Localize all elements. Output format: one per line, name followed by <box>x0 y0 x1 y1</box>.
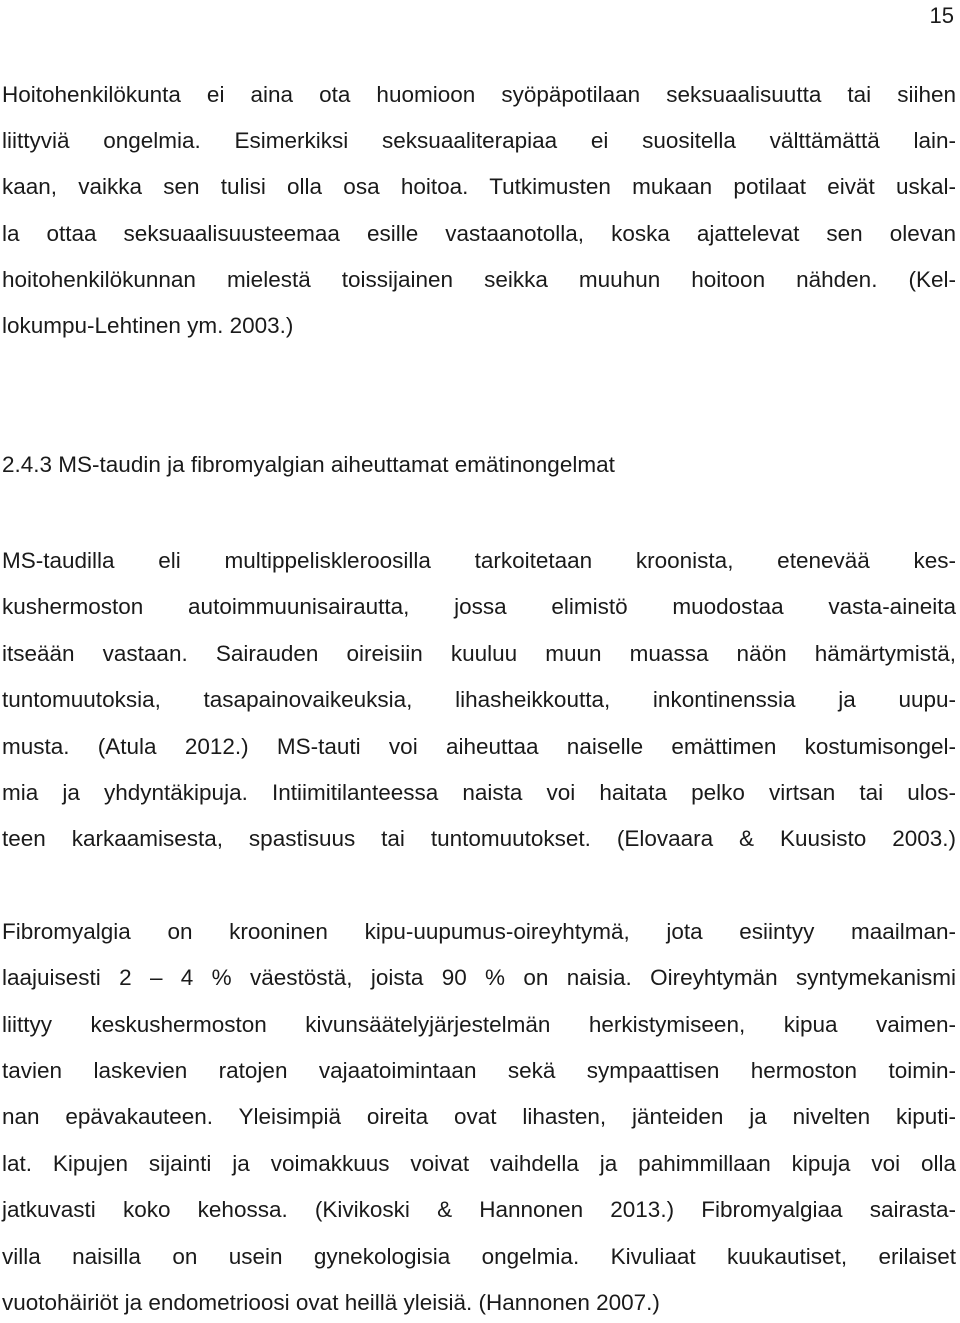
text-line: vuotohäiriöt ja endometrioosi ovat heillä yleisiä. (Hannonen 2007.) <box>2 1290 660 1315</box>
text-line: tavien laskevien ratojen vajaatoimintaan sekä sympaattisen hermoston toimin- <box>2 1058 956 1083</box>
text-line: lokumpu-Lehtinen ym. 2003.) <box>2 313 294 338</box>
text-line: itseään vastaan. Sairauden oireisiin kuuluu muun muassa näön hämärtymistä, <box>2 641 956 666</box>
text-line: villa naisilla on usein gynekologisia ongelmia. Kivuliaat kuukautiset, erilaiset <box>2 1244 956 1269</box>
text-line: Hoitohenkilökunta ei aina ota huomioon syöpäpotilaan seksuaalisuutta tai siihen <box>2 82 956 107</box>
text-line: MS-taudilla eli multippeliskleroosilla tarkoitetaan kroonista, etenevää kes- <box>2 548 956 573</box>
text-line: laajuisesti 2 – 4 % väestöstä, joista 90 % on naisia. Oireyhtymän syntymekanismi <box>2 965 956 990</box>
text-line: lat. Kipujen sijainti ja voimakkuus voivat vaihdella ja pahimmillaan kipuja voi olla <box>2 1151 956 1176</box>
text-line: teen karkaamisesta, spastisuus tai tuntomuutokset. (Elovaara & Kuusisto 2003.) <box>2 826 956 851</box>
text-line: la ottaa seksuaalisuusteemaa esille vastaanotolla, koska ajattelevat sen olevan <box>2 221 956 246</box>
heading-text: 2.4.3 MS-taudin ja fibromyalgian aiheuttamat emätinongelmat <box>2 452 615 477</box>
text-line: musta. (Atula 2012.) MS-tauti voi aiheuttaa naiselle emättimen kostumisongel- <box>2 734 956 759</box>
text-line: tuntomuutoksia, tasapainovaikeuksia, lihasheikkoutta, inkontinenssia ja uupu- <box>2 687 956 712</box>
text-line: kushermoston autoimmuunisairautta, jossa elimistö muodostaa vasta-aineita <box>2 594 956 619</box>
text-line: kaan, vaikka sen tulisi olla osa hoitoa. Tutkimusten mukaan potilaat eivät uskal- <box>2 174 956 199</box>
text-line: nan epävakauteen. Yleisimpiä oireita ovat lihasten, jänteiden ja nivelten kiputi- <box>2 1104 956 1129</box>
page-number: 15 <box>929 3 954 28</box>
text-line: liittyviä ongelmia. Esimerkiksi seksuaaliterapiaa ei suositella välttämättä lain- <box>2 128 956 153</box>
text-line: hoitohenkilökunnan mielestä toissijainen seikka muuhun hoitoon nähden. (Kel- <box>2 267 956 292</box>
text-line: mia ja yhdyntäkipuja. Intiimitilanteessa naista voi haitata pelko virtsan tai ulos- <box>2 780 956 805</box>
text-line: liittyy keskushermoston kivunsäätelyjärjestelmän herkistymiseen, kipua vaimen- <box>2 1012 956 1037</box>
text-line: Fibromyalgia on krooninen kipu-uupumus-oireyhtymä, jota esiintyy maailman- <box>2 919 956 944</box>
text-line: jatkuvasti koko kehossa. (Kivikoski & Hannonen 2013.) Fibromyalgiaa sairasta- <box>2 1197 956 1222</box>
